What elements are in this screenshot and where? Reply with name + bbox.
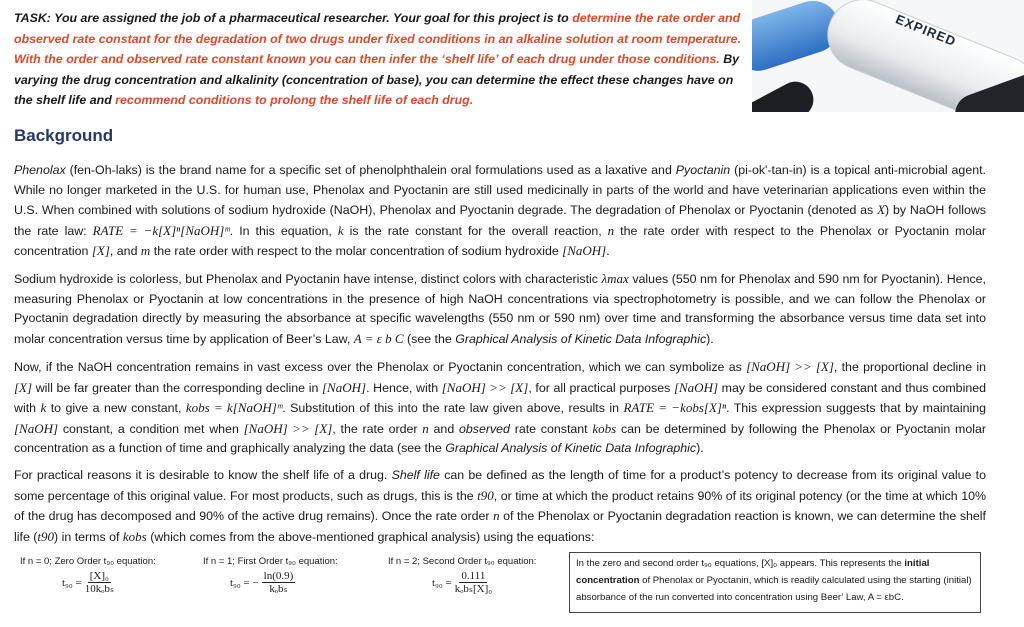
task-highlight-1: determine the rate order and observed rate constant for the degradation of two drugs under fixed conditions in an alkaline solution at room temperature. With the order and observed rate constant known you can then infer the ‘shelf life’ of each drug under those conditions. bbox=[14, 11, 742, 67]
paragraph-phenolax-intro: Phenolax (fen-Oh-laks) is the brand name for a specific set of phenolphthalein oral formulations used as a laxative and Pyoctanin (pi-ok'-tan-in) is a topical anti-microbial agent. While no longer marketed in the U.S. for human use, Phenolax and Pyoctanin are still used medicinally in parts of the world and have veterinarian applications even within the U.S. When combined with solutions of sodium hydroxide (NaOH), Phenolax and Pyoctanin degrade. The degradation of Phenolax or Pyoctanin (denoted as X) by NaOH follows the rate law: RATE = −k[X]ⁿ[NaOH]ᵐ. In this equation, k is the rate constant for the overall reaction, n the rate order with respect to the Phenolax or Pyoctanin molar concentration [X], and m the rate order with respect to the molar concentration of sodium hydroxide [NaOH]. bbox=[14, 163, 986, 259]
paragraph-pseudo-order: Now, if the NaOH concentration remains in vast excess over the Phenolax or Pyoctanin concentration, which we can symbolize as [NaOH] >> [X], the proportional decline in [X] will be far greater than the corresponding decline in [NaOH]. Hence, with [NaOH] >> [X], for all practical purposes [NaOH] may be considered constant and thus combined with k to give a new constant, kobs = k[NaOH]ᵐ. Substitution of this into the rate law given above, results in RATE = −kobs[X]ⁿ. This expression suggests that by maintaining [NaOH] constant, a condition met when [NaOH] >> [X], the rate order n and observed rate constant kobs can be determined by following the Phenolax or Pyoctanin molar concentration as a function of time and graphically analyzing the data (see the Graphical Analysis of Kinetic Data Infographic). bbox=[14, 359, 986, 456]
first-order-equation: If n = 1; First Order t₉₀ equation: t₉₀ = − $\frac{\ln(0.9)}{\text{kₒbₛ}}$ bbox=[203, 556, 338, 595]
paragraph-shelf-life: For practical reasons it is desirable to know the shelf life of a drug. Shelf life can be defined as the length of time for a product’s potency to decrease from its original value to some percentage of this original value. For most products, such as drugs, this is the t90, or time at which the product retains 90% of its original potency (or the time at which 10% of the drug has decomposed and 90% of the active drug remains). Once the rate order n of the Phenolax or Pyoctanin degradation reaction is known, we can determine the shelf life (t90) in terms of kobs (which comes from the above-mentioned graphical analysis) using the equations: bbox=[14, 468, 986, 544]
expired-stamp: EXPIRED bbox=[893, 11, 959, 50]
initial-concentration-note: In the zero and second order t₉₀ equations, [X]₀ appears. This represents the initial concentration of Phenolax or Pyoctanin, which is readily calculated using the starting (initial) absorbance of the run converted into concentration using Beer’ Law, A = εbC. bbox=[569, 552, 981, 613]
task-highlight-2: recommend conditions to prolong the shelf life of each drug. bbox=[115, 93, 474, 108]
background-heading: Background bbox=[14, 126, 114, 145]
expired-pills-image bbox=[752, 0, 1024, 112]
second-order-equation: If n = 2; Second Order t₉₀ equation: t₉₀ = $\frac{0.111}{\text{kₒbₛ[X]₀}}$ bbox=[388, 556, 537, 595]
rate-law-equation: RATE = −k[X]ⁿ[NaOH]ᵐ bbox=[92, 222, 230, 238]
beers-law-equation: A = ε b C bbox=[353, 330, 404, 346]
task-statement: TASK: You are assigned the job of a pharmaceutical researcher. Your goal for this project is to determine the rate order and observed rate constant for the degradation of two drugs under fixed conditions in an alkaline solution at room temperature. With the order and observed rate constant known you can then infer the ‘shelf life’ of each drug under those conditions. By varying the drug concentration and alkalinity (concentration of base), you can determine the effect these changes have on the shelf life and recommend conditions to prolong the shelf life of each drug. bbox=[14, 11, 742, 108]
paragraph-spectrophotometry: Sodium hydroxide is colorless, but Phenolax and Pyoctanin have intense, distinct colors with characteristic λmax values (550 nm for Phenolax and 590 nm for Pyoctanin). Hence, measuring Phenolax or Pyoctanin at low concentrations in the presence of high NaOH concentrations via spectrophotometry is possible, and we can follow the Phenolax or Pyoctanin degradation directly by measuring the absorbance at specific wavelengths (550 nm or 590 nm) over time and transforming the absorbance versus time data set into molar concentration versus time by application of Beer’s Law, A = ε b C (see the Graphical Analysis of Kinetic Data Infographic). bbox=[14, 271, 986, 346]
zero-order-equation: If n = 0; Zero Order t₉₀ equation: t₉₀ = $\frac{\text{[X]₀}}{\text{10kₒbₛ}}$ bbox=[20, 556, 156, 595]
